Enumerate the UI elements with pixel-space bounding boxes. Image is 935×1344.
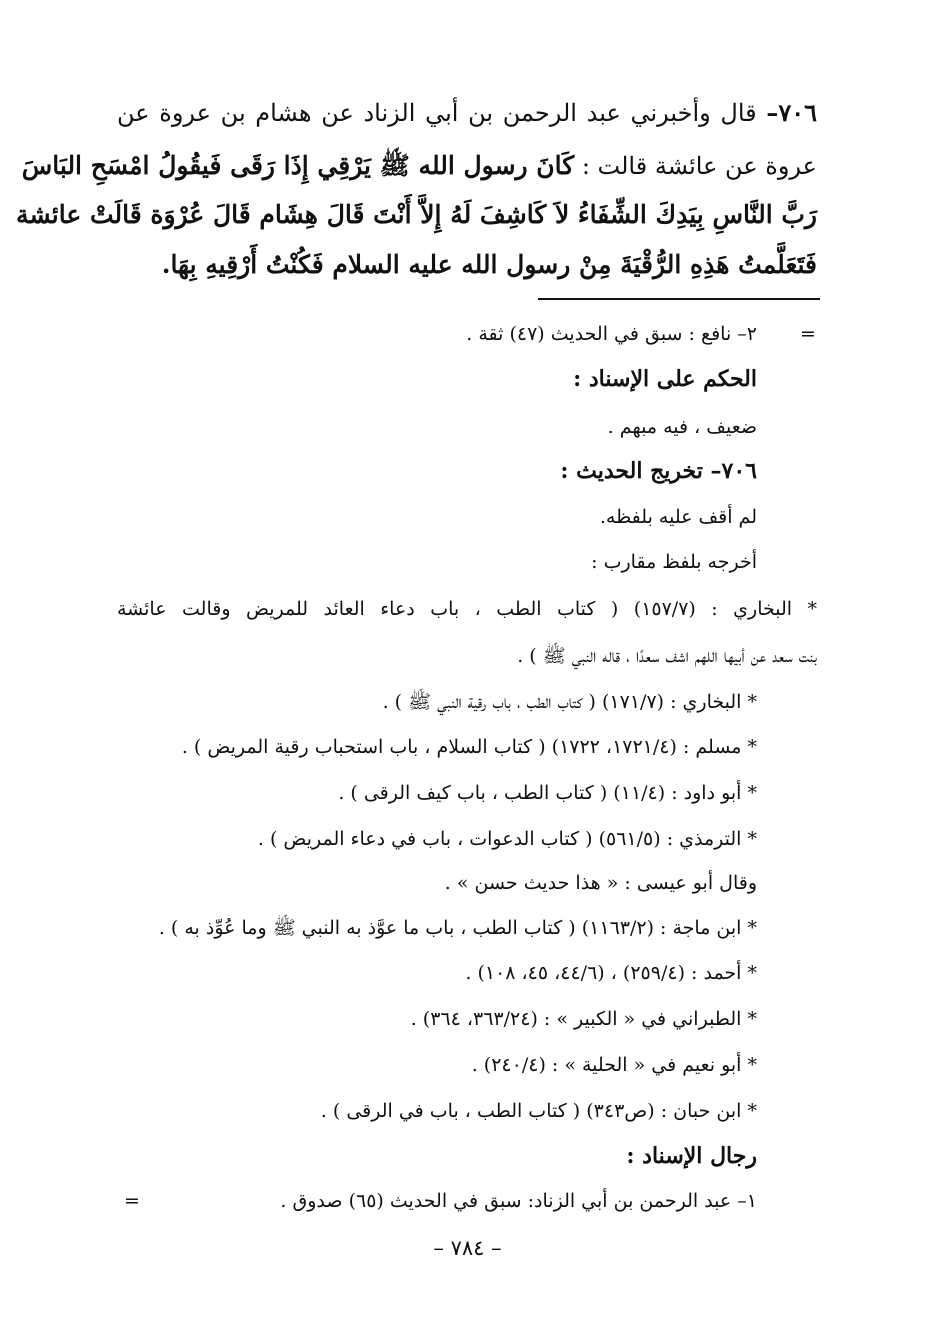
footnote-line: * البخاري : (١٥٧/٧) ( كتاب الطب ، باب دعاء العائد للمريض وقالت عائشة <box>117 598 817 620</box>
footnote-line: ١– عبد الرحمن بن أبي الزناد: سبق في الحديث (٦٥) صدوق . <box>280 1190 757 1212</box>
main-line-4: فَتَعَلَّمتُ هَذِهِ الرُّقْيَةَ مِنْ رسول الله عليه السلام فَكُنْتُ أَرْقِيهِ بِهَا. <box>161 250 817 279</box>
footnote-line: ٢– نافع : سبق في الحديث (٤٧) ثقة . <box>466 323 757 345</box>
footnote-line: * ابن حبان : (ص٣٤٣) ( كتاب الطب ، باب في الرقى ) . <box>320 1100 757 1122</box>
end-marker: = <box>124 1190 140 1212</box>
section-heading-narrators: رجال الإسناد : <box>626 1143 757 1169</box>
main-line-2-bold: كَانَ رسول الله ﷺ يَرْقِي إِذَا رَقَى فَيقُولُ امْسَحِ البَاسَ <box>21 151 575 180</box>
section-heading-takhrij: ٧٠٦– تخريج الحديث : <box>560 458 757 484</box>
footnote-line: أخرجه بلفظ مقارب : <box>591 551 757 573</box>
footnote-line: ضعيف ، فيه مبهم . <box>607 416 757 438</box>
footnote-line: * الطبراني في « الكبير » : (٣٦٣/٢٤، ٣٦٤) . <box>410 1008 757 1030</box>
page-number: – ٧٨٤ – <box>433 1236 502 1260</box>
footnote-line: * ابن ماجة : (١١٦٣/٢) ( كتاب الطب ، باب ما عوَّذ به النبي ﷺ وما عُوِّذ به ) . <box>158 917 757 939</box>
continuation-marker: = <box>800 323 816 345</box>
footnote-line: * الترمذي : (٥٦١/٥) ( كتاب الدعوات ، باب في دعاء المريض ) . <box>257 828 757 850</box>
footnote-line: لم أقف عليه بلفظه. <box>599 506 757 528</box>
footnote-line: بنت سعد عن أبيها اللهم اشف سعدًا ، قاله النبي ﷺ ) . <box>517 645 817 667</box>
footnote-divider <box>538 298 820 300</box>
footnote-line: * أبو داود : (١١/٤) ( كتاب الطب ، باب كيف الرقى ) . <box>338 782 757 804</box>
main-line-2-plain: عروة عن عائشة قالت : <box>574 152 817 180</box>
footnote-line: * البخاري : (١٧١/٧) ( كتاب الطب ، باب رقية النبي ﷺ ) . <box>382 691 757 713</box>
section-heading-ruling: الحكم على الإسناد : <box>573 366 757 392</box>
footnote-line: * مسلم : (١٧٢١/٤، ١٧٢٢) ( كتاب السلام ، باب استحباب رقية المريض ) . <box>181 736 757 758</box>
main-line-2 <box>21 150 817 187</box>
main-line-1 <box>117 98 817 127</box>
footnote-line: * أبو نعيم في « الحلية » : (٢٤٠/٤) . <box>471 1054 757 1076</box>
footnote-line: * أحمد : (٢٥٩/٤) ، (٤٤/٦، ٤٥، ١٠٨) . <box>465 962 757 984</box>
footnote-line: وقال أبو عيسى : « هذا حديث حسن » . <box>444 872 757 894</box>
main-line-3: رَبَّ النَّاسِ بِيَدِكَ الشِّفَاءُ لاَ كَاشِفَ لَهُ إِلاَّ أَنْتَ قَالَ هِشَام قَالَ عُرْوَة قَالَتْ عائشة <box>16 200 817 229</box>
hadith-number: ٧٠٦– <box>766 98 817 127</box>
main-line-1-text: قال وأخبرني عبد الرحمن بن أبي الزناد عن هشام بن عروة عن <box>117 99 767 127</box>
